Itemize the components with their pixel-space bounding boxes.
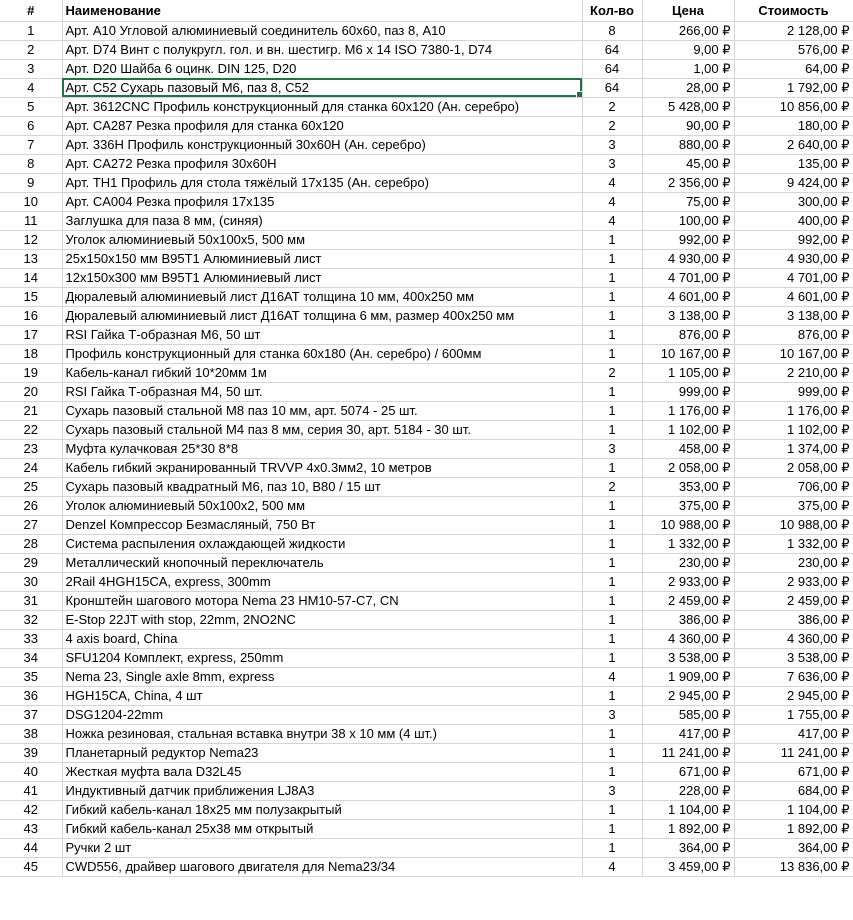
cell-num[interactable]: 44	[0, 838, 62, 857]
cell-qty[interactable]: 1	[582, 401, 642, 420]
cell-qty[interactable]: 2	[582, 363, 642, 382]
cell-price[interactable]: 11 241,00 ₽	[642, 743, 734, 762]
cell-name[interactable]: Заглушка для паза 8 мм, (синяя)	[62, 211, 582, 230]
cell-price[interactable]: 28,00 ₽	[642, 78, 734, 97]
cell-total[interactable]: 992,00 ₽	[734, 230, 853, 249]
table-row	[0, 420, 853, 439]
cell-qty[interactable]: 3	[582, 705, 642, 724]
cell-num[interactable]: 22	[0, 420, 62, 439]
cell-num[interactable]: 37	[0, 705, 62, 724]
cell-name[interactable]: Дюралевый алюминиевый лист Д16АТ толщина 10 мм, 400х250 мм	[62, 287, 582, 306]
cell-name[interactable]: Арт. 3612CNC Профиль конструкционный для станка 60х120 (Ан. серебро)	[62, 97, 582, 116]
cell-name[interactable]: E-Stop 22JT with stop, 22mm, 2NO2NC	[62, 610, 582, 629]
cell-num[interactable]: 18	[0, 344, 62, 363]
cell-num[interactable]: 43	[0, 819, 62, 838]
cell-num[interactable]: 2	[0, 40, 62, 59]
cell-name[interactable]: Система распыления охлаждающей жидкости	[62, 534, 582, 553]
cell-total[interactable]: 7 636,00 ₽	[734, 667, 853, 686]
cell-qty[interactable]: 1	[582, 268, 642, 287]
table-row	[0, 40, 853, 59]
cell-num[interactable]: 32	[0, 610, 62, 629]
cell-num[interactable]: 8	[0, 154, 62, 173]
cell-price[interactable]: 386,00 ₽	[642, 610, 734, 629]
cell-num[interactable]: 27	[0, 515, 62, 534]
cell-price[interactable]: 4 360,00 ₽	[642, 629, 734, 648]
table-row	[0, 211, 853, 230]
cell-name[interactable]: Арт. D20 Шайба 6 оцинк. DIN 125, D20	[62, 59, 582, 78]
cell-num[interactable]: 30	[0, 572, 62, 591]
table-row	[0, 610, 853, 629]
cell-total[interactable]: 9 424,00 ₽	[734, 173, 853, 192]
table-row	[0, 553, 853, 572]
table-row	[0, 781, 853, 800]
cell-name[interactable]: Планетарный редуктор Nema23	[62, 743, 582, 762]
cell-qty[interactable]: 1	[582, 800, 642, 819]
cell-price[interactable]: 3 538,00 ₽	[642, 648, 734, 667]
cell-num[interactable]: 3	[0, 59, 62, 78]
cell-name[interactable]: HGH15CA, China, 4 шт	[62, 686, 582, 705]
cell-qty[interactable]: 2	[582, 116, 642, 135]
cell-price[interactable]: 75,00 ₽	[642, 192, 734, 211]
cell-total[interactable]: 400,00 ₽	[734, 211, 853, 230]
cell-price[interactable]: 1 892,00 ₽	[642, 819, 734, 838]
cell-num[interactable]: 28	[0, 534, 62, 553]
cell-num[interactable]: 16	[0, 306, 62, 325]
header-qty[interactable]: Кол-во	[582, 0, 642, 21]
table-row	[0, 59, 853, 78]
cell-total[interactable]: 11 241,00 ₽	[734, 743, 853, 762]
cell-qty[interactable]: 1	[582, 515, 642, 534]
cell-name[interactable]: Муфта кулачковая 25*30 8*8	[62, 439, 582, 458]
cell-total[interactable]: 671,00 ₽	[734, 762, 853, 781]
table-row	[0, 306, 853, 325]
table-row	[0, 439, 853, 458]
cell-qty[interactable]: 1	[582, 686, 642, 705]
cell-price[interactable]: 3 138,00 ₽	[642, 306, 734, 325]
cell-total[interactable]: 1 104,00 ₽	[734, 800, 853, 819]
cell-num[interactable]: 35	[0, 667, 62, 686]
cell-name[interactable]: Профиль конструкционный для станка 60х180 (Ан. серебро) / 600мм	[62, 344, 582, 363]
cell-price[interactable]: 2 058,00 ₽	[642, 458, 734, 477]
cell-name[interactable]: Уголок алюминиевый 50х100х5, 500 мм	[62, 230, 582, 249]
cell-name[interactable]: Denzel Компрессор Безмасляный, 750 Вт	[62, 515, 582, 534]
cell-qty[interactable]: 1	[582, 591, 642, 610]
cell-qty[interactable]: 64	[582, 78, 642, 97]
table-row	[0, 724, 853, 743]
cell-total[interactable]: 300,00 ₽	[734, 192, 853, 211]
table-row	[0, 154, 853, 173]
cell-name[interactable]: Арт. 336H Профиль конструкционный 30х60Н (Ан. серебро)	[62, 135, 582, 154]
cell-total[interactable]: 999,00 ₽	[734, 382, 853, 401]
cell-num[interactable]: 36	[0, 686, 62, 705]
cell-name[interactable]: Уголок алюминиевый 50х100х2, 500 мм	[62, 496, 582, 515]
cell-total[interactable]: 4 930,00 ₽	[734, 249, 853, 268]
table-row	[0, 629, 853, 648]
cell-num[interactable]: 1	[0, 21, 62, 40]
table-row	[0, 401, 853, 420]
header-num[interactable]: #	[0, 0, 62, 21]
cell-qty[interactable]: 1	[582, 724, 642, 743]
cell-qty[interactable]: 8	[582, 21, 642, 40]
cell-price[interactable]: 2 459,00 ₽	[642, 591, 734, 610]
table-row	[0, 534, 853, 553]
cell-num[interactable]: 14	[0, 268, 62, 287]
cell-price[interactable]: 364,00 ₽	[642, 838, 734, 857]
cell-total[interactable]: 684,00 ₽	[734, 781, 853, 800]
cell-num[interactable]: 33	[0, 629, 62, 648]
cell-price[interactable]: 228,00 ₽	[642, 781, 734, 800]
cell-total[interactable]: 1 792,00 ₽	[734, 78, 853, 97]
cell-name[interactable]: Арт. D74 Винт с полукругл. гол. и вн. шестигр. M6 x 14 ISO 7380-1, D74	[62, 40, 582, 59]
cell-total[interactable]: 13 836,00 ₽	[734, 857, 853, 876]
cell-name[interactable]: Сухарь пазовый стальной М4 паз 8 мм, серия 30, арт. 5184 - 30 шт.	[62, 420, 582, 439]
cell-num[interactable]: 7	[0, 135, 62, 154]
cell-name[interactable]: Жесткая муфта вала D32L45	[62, 762, 582, 781]
table-row	[0, 287, 853, 306]
table-row	[0, 458, 853, 477]
cell-num[interactable]: 11	[0, 211, 62, 230]
cell-total[interactable]: 1 176,00 ₽	[734, 401, 853, 420]
cell-qty[interactable]: 3	[582, 439, 642, 458]
cell-price[interactable]: 45,00 ₽	[642, 154, 734, 173]
header-row	[0, 0, 853, 21]
cell-qty[interactable]: 1	[582, 743, 642, 762]
cell-qty[interactable]: 64	[582, 40, 642, 59]
cell-total[interactable]: 10 856,00 ₽	[734, 97, 853, 116]
cell-name[interactable]: Ножка резиновая, стальная вставка внутри 38 х 10 мм (4 шт.)	[62, 724, 582, 743]
cell-price[interactable]: 1 105,00 ₽	[642, 363, 734, 382]
cell-num[interactable]: 34	[0, 648, 62, 667]
cell-total[interactable]: 364,00 ₽	[734, 838, 853, 857]
cell-price[interactable]: 5 428,00 ₽	[642, 97, 734, 116]
cell-total[interactable]: 4 601,00 ₽	[734, 287, 853, 306]
cell-qty[interactable]: 4	[582, 667, 642, 686]
cell-price[interactable]: 1,00 ₽	[642, 59, 734, 78]
cell-total[interactable]: 706,00 ₽	[734, 477, 853, 496]
table-row	[0, 800, 853, 819]
cell-name[interactable]: Арт. CA272 Резка профиля 30х60Н	[62, 154, 582, 173]
cell-num[interactable]: 5	[0, 97, 62, 116]
cell-price[interactable]: 876,00 ₽	[642, 325, 734, 344]
table-row	[0, 686, 853, 705]
cell-qty[interactable]: 1	[582, 762, 642, 781]
cell-price[interactable]: 266,00 ₽	[642, 21, 734, 40]
cell-total[interactable]: 417,00 ₽	[734, 724, 853, 743]
table-row	[0, 591, 853, 610]
table-row	[0, 515, 853, 534]
cell-price[interactable]: 1 104,00 ₽	[642, 800, 734, 819]
cell-total[interactable]: 2 459,00 ₽	[734, 591, 853, 610]
cell-num[interactable]: 6	[0, 116, 62, 135]
cell-name[interactable]: Арт. TH1 Профиль для стола тяжёлый 17х135 (Ан. серебро)	[62, 173, 582, 192]
cell-name[interactable]: 4 axis board, China	[62, 629, 582, 648]
cell-name[interactable]: Индуктивный датчик приближения LJ8A3	[62, 781, 582, 800]
cell-qty[interactable]: 4	[582, 857, 642, 876]
cell-num[interactable]: 42	[0, 800, 62, 819]
cell-total[interactable]: 2 933,00 ₽	[734, 572, 853, 591]
cell-name[interactable]: Арт. CA287 Резка профиля для станка 60х120	[62, 116, 582, 135]
cell-qty[interactable]: 1	[582, 610, 642, 629]
table-row	[0, 97, 853, 116]
cell-total[interactable]: 1 332,00 ₽	[734, 534, 853, 553]
cell-total[interactable]: 386,00 ₽	[734, 610, 853, 629]
cell-price[interactable]: 1 176,00 ₽	[642, 401, 734, 420]
cell-price[interactable]: 4 601,00 ₽	[642, 287, 734, 306]
cell-num[interactable]: 41	[0, 781, 62, 800]
cell-qty[interactable]: 1	[582, 838, 642, 857]
cell-num[interactable]: 24	[0, 458, 62, 477]
table-row	[0, 325, 853, 344]
cell-qty[interactable]: 1	[582, 287, 642, 306]
cell-num[interactable]: 25	[0, 477, 62, 496]
cell-price[interactable]: 1 332,00 ₽	[642, 534, 734, 553]
cell-total[interactable]: 3 138,00 ₽	[734, 306, 853, 325]
table-row	[0, 477, 853, 496]
cell-price[interactable]: 3 459,00 ₽	[642, 857, 734, 876]
cell-name[interactable]: Ручки 2 шт	[62, 838, 582, 857]
cell-name[interactable]: SFU1204 Комплект, express, 250mm	[62, 648, 582, 667]
cell-price[interactable]: 100,00 ₽	[642, 211, 734, 230]
cell-name[interactable]: RSI Гайка Т-образная М4, 50 шт.	[62, 382, 582, 401]
cell-total[interactable]: 1 892,00 ₽	[734, 819, 853, 838]
cell-qty[interactable]: 64	[582, 59, 642, 78]
cell-total[interactable]: 4 701,00 ₽	[734, 268, 853, 287]
cell-price[interactable]: 2 933,00 ₽	[642, 572, 734, 591]
cell-num[interactable]: 12	[0, 230, 62, 249]
cell-qty[interactable]: 2	[582, 97, 642, 116]
cell-num[interactable]: 15	[0, 287, 62, 306]
cell-qty[interactable]: 1	[582, 306, 642, 325]
cell-name[interactable]: RSI Гайка Т-образная М6, 50 шт	[62, 325, 582, 344]
cell-total[interactable]: 375,00 ₽	[734, 496, 853, 515]
table-row	[0, 762, 853, 781]
cell-num[interactable]: 29	[0, 553, 62, 572]
table-row	[0, 344, 853, 363]
table-row	[0, 382, 853, 401]
cell-num[interactable]: 38	[0, 724, 62, 743]
cell-total[interactable]: 4 360,00 ₽	[734, 629, 853, 648]
cell-qty[interactable]: 1	[582, 458, 642, 477]
cell-price[interactable]: 230,00 ₽	[642, 553, 734, 572]
table-row	[0, 496, 853, 515]
table-row	[0, 230, 853, 249]
cell-price[interactable]: 9,00 ₽	[642, 40, 734, 59]
table-row	[0, 838, 853, 857]
cell-price[interactable]: 671,00 ₽	[642, 762, 734, 781]
cell-qty[interactable]: 2	[582, 477, 642, 496]
cell-total[interactable]: 1 102,00 ₽	[734, 420, 853, 439]
table-row	[0, 743, 853, 762]
cell-qty[interactable]: 1	[582, 382, 642, 401]
cell-price[interactable]: 353,00 ₽	[642, 477, 734, 496]
cell-num[interactable]: 39	[0, 743, 62, 762]
cell-name[interactable]: 2Rail 4HGH15CA, express, 300mm	[62, 572, 582, 591]
cell-num[interactable]: 13	[0, 249, 62, 268]
cell-qty[interactable]: 3	[582, 781, 642, 800]
cell-price[interactable]: 10 988,00 ₽	[642, 515, 734, 534]
cell-qty[interactable]: 4	[582, 211, 642, 230]
cell-price[interactable]: 999,00 ₽	[642, 382, 734, 401]
cell-price[interactable]: 417,00 ₽	[642, 724, 734, 743]
table-row	[0, 667, 853, 686]
cell-qty[interactable]: 1	[582, 572, 642, 591]
cell-total[interactable]: 2 640,00 ₽	[734, 135, 853, 154]
cell-price[interactable]: 2 356,00 ₽	[642, 173, 734, 192]
cell-name[interactable]: Nema 23, Single axle 8mm, express	[62, 667, 582, 686]
cell-num[interactable]: 31	[0, 591, 62, 610]
cell-qty[interactable]: 1	[582, 420, 642, 439]
cell-name[interactable]: Арт. C52 Сухарь пазовый М6, паз 8, C52	[62, 78, 582, 97]
header-total[interactable]: Стоимость	[734, 0, 853, 21]
cell-price[interactable]: 1 909,00 ₽	[642, 667, 734, 686]
cell-price[interactable]: 880,00 ₽	[642, 135, 734, 154]
cell-price[interactable]: 90,00 ₽	[642, 116, 734, 135]
cell-num[interactable]: 26	[0, 496, 62, 515]
table-row	[0, 173, 853, 192]
cell-price[interactable]: 4 930,00 ₽	[642, 249, 734, 268]
cell-name[interactable]: Кабель гибкий экранированный TRVVP 4x0.3мм2, 10 метров	[62, 458, 582, 477]
table-row	[0, 192, 853, 211]
table-row	[0, 819, 853, 838]
cell-total[interactable]: 3 538,00 ₽	[734, 648, 853, 667]
cell-qty[interactable]: 1	[582, 534, 642, 553]
cell-total[interactable]: 10 988,00 ₽	[734, 515, 853, 534]
cell-name[interactable]: Сухарь пазовый квадратный М6, паз 10, В80 / 15 шт	[62, 477, 582, 496]
cell-num[interactable]: 23	[0, 439, 62, 458]
cell-total[interactable]: 1 374,00 ₽	[734, 439, 853, 458]
cell-total[interactable]: 876,00 ₽	[734, 325, 853, 344]
cell-price[interactable]: 2 945,00 ₽	[642, 686, 734, 705]
cell-num[interactable]: 4	[0, 78, 62, 97]
cell-qty[interactable]: 4	[582, 192, 642, 211]
cell-total[interactable]: 180,00 ₽	[734, 116, 853, 135]
cell-name[interactable]: 12х150х300 мм В95Т1 Алюминиевый лист	[62, 268, 582, 287]
cell-total[interactable]: 230,00 ₽	[734, 553, 853, 572]
cell-qty[interactable]: 1	[582, 325, 642, 344]
table-row	[0, 135, 853, 154]
cell-qty[interactable]: 4	[582, 173, 642, 192]
table-row	[0, 116, 853, 135]
table-row	[0, 857, 853, 876]
cell-price[interactable]: 992,00 ₽	[642, 230, 734, 249]
cell-total[interactable]: 2 210,00 ₽	[734, 363, 853, 382]
cell-num[interactable]: 9	[0, 173, 62, 192]
cell-price[interactable]: 4 701,00 ₽	[642, 268, 734, 287]
cell-num[interactable]: 20	[0, 382, 62, 401]
table-row	[0, 249, 853, 268]
cell-price[interactable]: 375,00 ₽	[642, 496, 734, 515]
cell-total[interactable]: 1 755,00 ₽	[734, 705, 853, 724]
cell-name[interactable]: Арт. A10 Угловой алюминиевый соединитель 60х60, паз 8, A10	[62, 21, 582, 40]
cell-name[interactable]: CWD556, драйвер шагового двигателя для Nema23/34	[62, 857, 582, 876]
cell-name[interactable]: Сухарь пазовый стальной М8 паз 10 мм, арт. 5074 - 25 шт.	[62, 401, 582, 420]
cell-qty[interactable]: 1	[582, 249, 642, 268]
cell-price[interactable]: 10 167,00 ₽	[642, 344, 734, 363]
cell-name[interactable]: DSG1204-22mm	[62, 705, 582, 724]
header-name[interactable]: Наименование	[62, 0, 582, 21]
cell-qty[interactable]: 3	[582, 135, 642, 154]
cell-name[interactable]: Кронштейн шагового мотора Nema 23 HM10-57-C7, CN	[62, 591, 582, 610]
table-row	[0, 78, 853, 97]
cell-qty[interactable]: 1	[582, 819, 642, 838]
table-row	[0, 648, 853, 667]
cell-qty[interactable]: 1	[582, 230, 642, 249]
table-row	[0, 705, 853, 724]
cell-name[interactable]: Гибкий кабель-канал 25х38 мм открытый	[62, 819, 582, 838]
cell-num[interactable]: 10	[0, 192, 62, 211]
cell-total[interactable]: 2 128,00 ₽	[734, 21, 853, 40]
header-price[interactable]: Цена	[642, 0, 734, 21]
cell-qty[interactable]: 1	[582, 553, 642, 572]
cell-total[interactable]: 2 945,00 ₽	[734, 686, 853, 705]
cell-name[interactable]: Гибкий кабель-канал 18х25 мм полузакрытый	[62, 800, 582, 819]
table-row	[0, 363, 853, 382]
cell-qty[interactable]: 1	[582, 344, 642, 363]
cell-name[interactable]: Дюралевый алюминиевый лист Д16АТ толщина 6 мм, размер 400х250 мм	[62, 306, 582, 325]
cell-price[interactable]: 458,00 ₽	[642, 439, 734, 458]
table-row	[0, 572, 853, 591]
cell-name[interactable]: Металлический кнопочный переключатель	[62, 553, 582, 572]
cell-qty[interactable]: 3	[582, 154, 642, 173]
cell-total[interactable]: 135,00 ₽	[734, 154, 853, 173]
cell-name[interactable]: 25х150х150 мм В95Т1 Алюминиевый лист	[62, 249, 582, 268]
cell-num[interactable]: 40	[0, 762, 62, 781]
cell-qty[interactable]: 1	[582, 496, 642, 515]
cell-price[interactable]: 585,00 ₽	[642, 705, 734, 724]
table-row	[0, 268, 853, 287]
cell-total[interactable]: 576,00 ₽	[734, 40, 853, 59]
cell-name[interactable]: Кабель-канал гибкий 10*20мм 1м	[62, 363, 582, 382]
cell-num[interactable]: 45	[0, 857, 62, 876]
cell-price[interactable]: 1 102,00 ₽	[642, 420, 734, 439]
cell-total[interactable]: 10 167,00 ₽	[734, 344, 853, 363]
cell-num[interactable]: 19	[0, 363, 62, 382]
cell-qty[interactable]: 1	[582, 648, 642, 667]
table-row	[0, 21, 853, 40]
cell-total[interactable]: 2 058,00 ₽	[734, 458, 853, 477]
cell-total[interactable]: 64,00 ₽	[734, 59, 853, 78]
cell-qty[interactable]: 1	[582, 629, 642, 648]
cell-num[interactable]: 17	[0, 325, 62, 344]
cell-num[interactable]: 21	[0, 401, 62, 420]
cell-name[interactable]: Арт. CA004 Резка профиля 17х135	[62, 192, 582, 211]
